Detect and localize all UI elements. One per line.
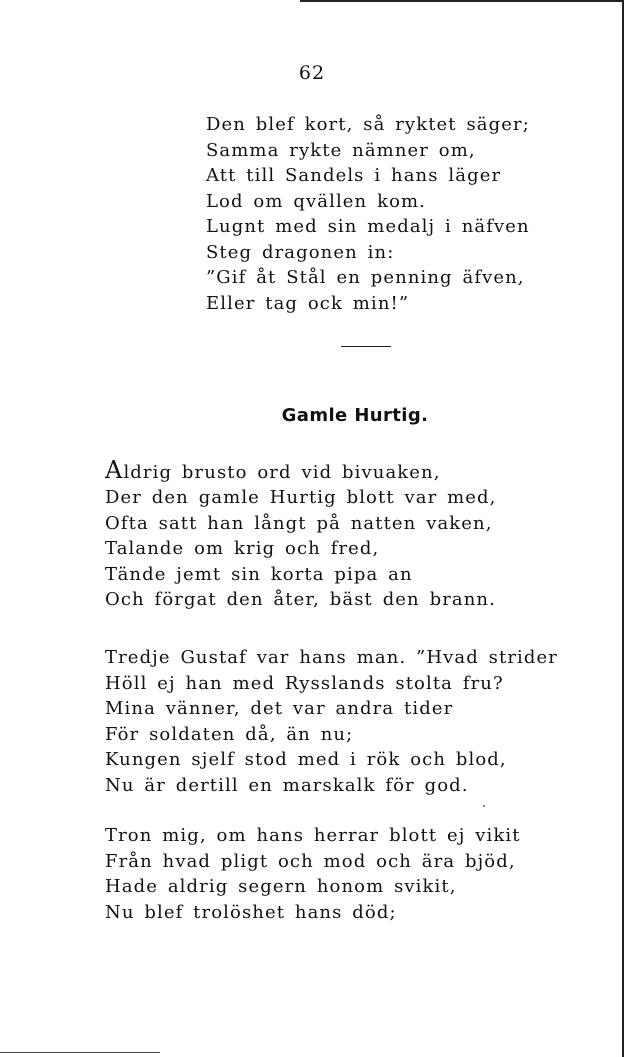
verse-line: Och förgat den åter, bäst den brann. [105,589,496,610]
verse-line: Tron mig, om hans herrar blott ej vikit [105,825,521,846]
verse-line: Tredje Gustaf var hans man. ”Hvad strider [105,647,558,668]
stanza [105,645,558,798]
stanza [105,455,496,613]
print-speck [483,805,485,807]
verse-line: Samma rykte nämner om, [206,139,476,161]
verse-line: Höll ej han med Rysslands stolta fru? [105,672,504,694]
verse-line: ”Gif åt Stål en penning äfven, [206,267,525,288]
verse-line: Ofta satt han långt på natten vaken, [105,512,493,534]
verse-line: Tände jemt sin korta pipa an [105,563,413,585]
verse-line: Steg dragonen in: [206,241,395,263]
page-number: 62 [298,62,326,84]
verse-line: Nu blef trolöshet hans död; [105,901,397,923]
verse-line: Talande om krig och fred, [105,538,380,559]
verse-line: Lugnt med sin medalj i näfven [206,216,530,237]
verse-line: Nu är dertill en marskalk för god. [105,774,469,796]
verse-line: Kungen sjelf stod med i rök och blod, [105,749,507,770]
verse-line: Der den gamle Hurtig blott var med, [105,487,497,508]
verse-line-text: ldrig brusto ord vid bivuaken, [123,462,441,483]
drop-initial: A [105,456,124,484]
verse-line: Från hvad pligt och mod och ära bjöd, [105,850,516,872]
verse-line: Att till Sandels i hans läger [206,165,502,186]
verse-line: Eller tag ock min!” [206,292,410,314]
verse-line: Hade aldrig segern honom svikit, [105,876,457,897]
previous-poem-ending [206,112,530,316]
verse-line: För soldaten då, än nu; [105,723,354,745]
verse-line-with-initial [105,455,496,485]
stanza [105,823,521,925]
section-divider [341,346,391,347]
page-edge-bottom [0,1052,160,1053]
verse-line: Den blef kort, så ryktet säger; [206,114,530,135]
page-edge-top [300,0,624,2]
verse-line: Lod om qvällen kom. [206,190,426,212]
verse-line: Mina vänner, det var andra tider [105,698,454,719]
poem-title: Gamle Hurtig. [281,405,429,426]
